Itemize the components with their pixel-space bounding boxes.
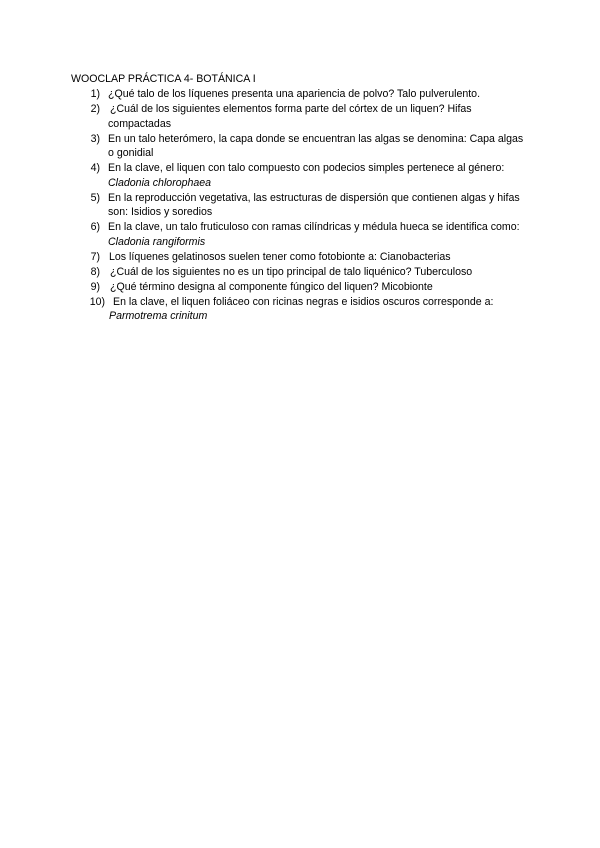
question-text-block [108,280,531,295]
list-item-question-5 [71,191,531,220]
answer-text: Cladonia chlorophaea [108,176,212,189]
question-number: 1) [90,88,100,100]
question-text: Los líquenes gelatinosos suelen tener como fotobionte a: [109,250,380,263]
list-item-question-9 [71,280,531,295]
document-title: WOOCLAP PRÁCTICA 4- BOTÁNICA I [71,73,256,85]
question-number: 7) [90,250,100,263]
list-item-question-10 [71,295,531,324]
question-text-block [108,132,531,161]
list-item-question-2 [71,102,531,131]
question-text-block [108,250,531,265]
question-number: 10) [89,295,105,308]
question-text: En la clave, un talo fruticuloso con ramas cilíndricas y médula hueca se identifica como: [108,221,520,233]
question-text-block [108,102,531,131]
question-number: 6) [90,221,100,233]
answer-text: Tuberculoso [414,265,473,278]
question-text-block [108,220,531,249]
question-text: En la clave, el liquen con talo compuesto con podecios simples pertenece al género: [108,162,505,174]
question-text: ¿Qué talo de los líquenes presenta una apariencia de polvo? [108,88,397,100]
question-number: 2) [90,103,100,115]
question-text-block [109,295,531,324]
answer-text: Parmotrema crinitum [109,310,208,322]
answer-text: Talo pulverulento. [396,88,481,100]
question-text-block [108,191,531,220]
question-text-block [108,87,531,102]
list-item-question-7 [71,250,531,265]
question-text: En un talo heterómero, la capa donde se encuentran las algas se denomina: [108,132,470,145]
question-number: 5) [90,191,100,204]
list-item-question-4 [71,161,531,190]
question-number: 4) [90,162,100,174]
question-text-block [108,161,531,190]
question-text: En la clave, el liquen foliáceo con ricinas negras e isidios oscuros corresponde a: [113,295,494,308]
question-text: ¿Cuál de los siguientes elementos forma parte del córtex de un liquen? [110,103,448,115]
answer-text: Micobionte [381,280,433,293]
question-text: En la reproducción vegetativa, las estructuras de dispersión que contienen algas y hifas son: [108,191,520,218]
answer-text: Isidios y soredios [130,206,213,218]
question-list [71,87,531,324]
list-item-question-1 [71,87,531,102]
list-item-question-3 [71,132,531,161]
question-number: 9) [90,280,100,293]
list-item-question-8 [71,265,531,280]
question-number: 8) [90,265,100,278]
list-item-question-6 [71,220,531,249]
answer-text: Hifas compactadas [108,103,472,130]
question-text: ¿Qué término designa al componente fúngico del liquen? [110,280,382,293]
answer-text: Cianobacterias [379,250,451,263]
answer-text: Cladonia rangiformis [108,235,206,248]
question-number: 3) [90,132,100,145]
question-text-block [108,265,531,280]
question-text: ¿Cuál de los siguientes no es un tipo principal de talo liquénico? [110,265,415,278]
answer-text: Capa algas o gonidial [108,132,524,159]
